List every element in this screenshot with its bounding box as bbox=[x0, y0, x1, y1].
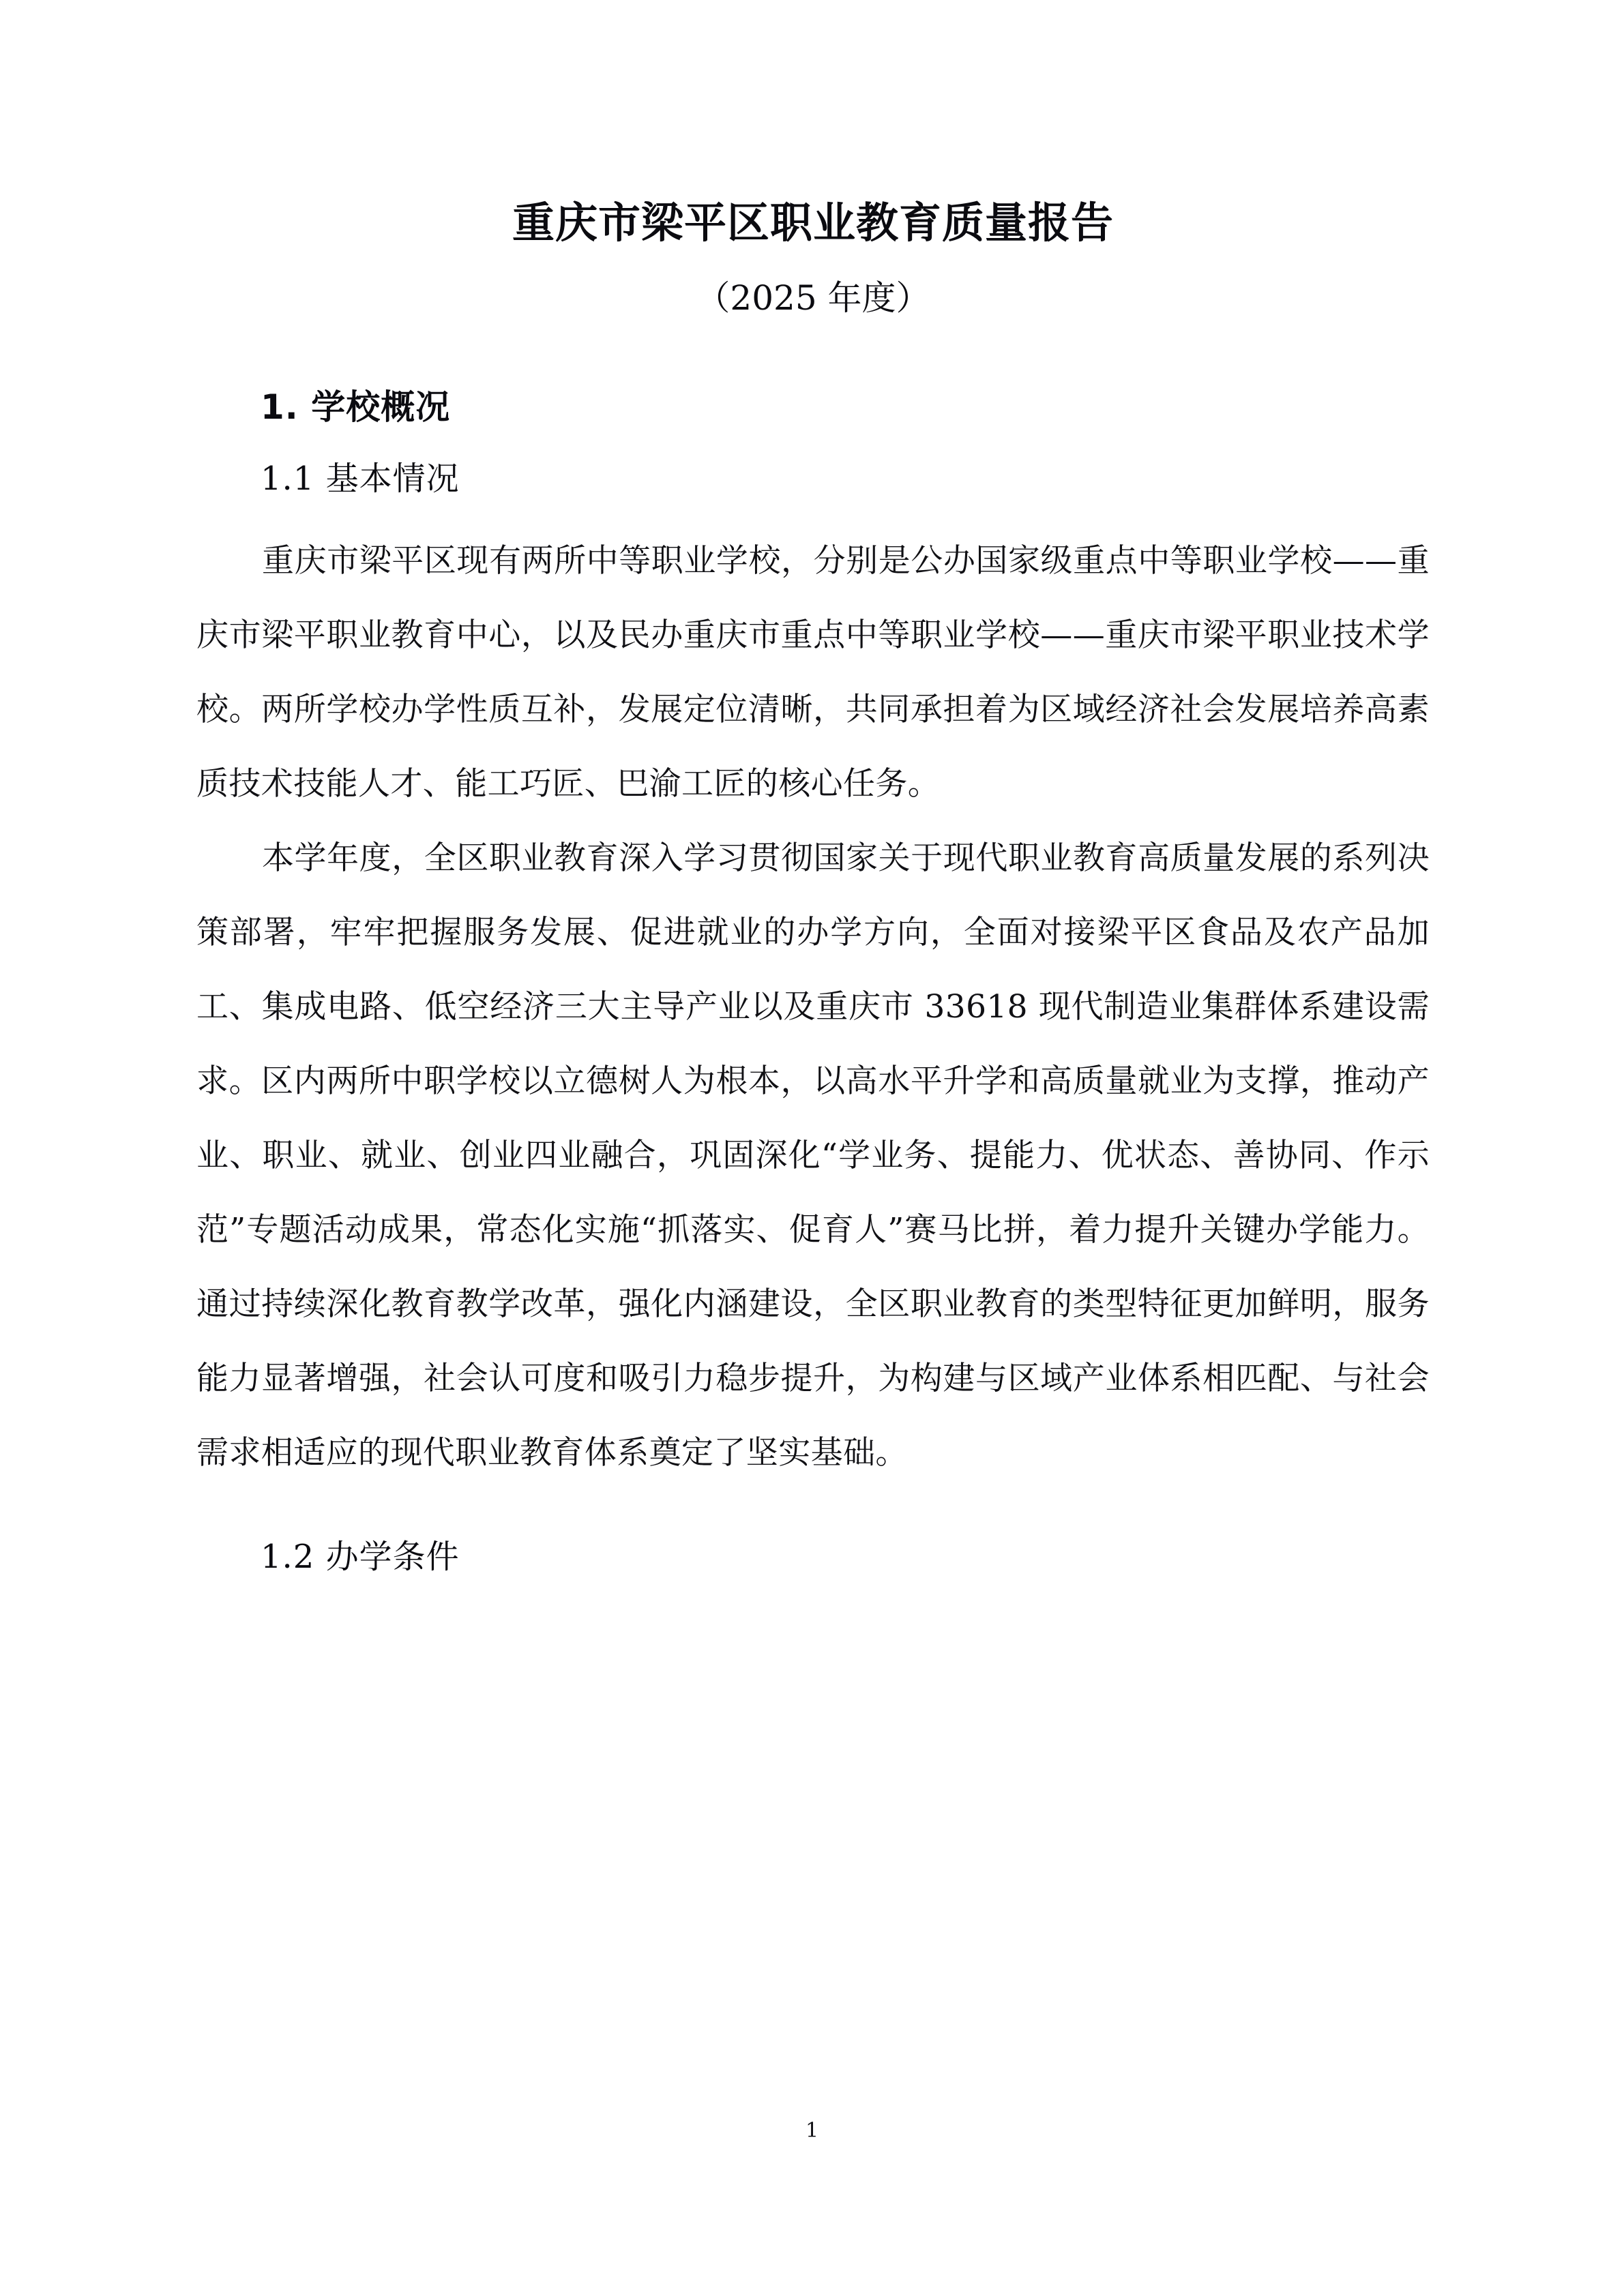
page-title: 重庆市梁平区职业教育质量报告 bbox=[512, 198, 1114, 248]
body-paragraph-1: 重庆市梁平区现有两所中等职业学校，分别是公办国家级重点中等职业学校——重庆市梁平职业教育中心，以及民办重庆市重点中等职业学校——重庆市梁平职业技术学校。两所学校办学性质互补，发展定位清晰，共同承担着为区域经济社会发展培养高素质技术技能人才、能工巧匠、巴渝工匠的核心任务。 bbox=[196, 542, 1430, 803]
document-subtitle: （2025 年度） bbox=[696, 278, 930, 318]
page-content-column bbox=[196, 0, 1430, 2296]
section-heading-1-2: 1.2 办学条件 bbox=[261, 1538, 460, 1576]
body-paragraph-2: 本学年度，全区职业教育深入学习贯彻国家关于现代职业教育高质量发展的系列决策部署，牢牢把握服务发展、促进就业的办学方向，全面对接梁平区食品及农产品加工、集成电路、低空经济三大主导产业以及重庆市 33618 现代制造业集群体系建设需求。区内两所中职学校以立德树人为根本，以高水平升学和高质量就业为支撑，推动产业、职业、就业、创业四业融合，巩固深化“学业务、提能力、优状态、善协同、作示范”专题活动成果，常态化实施“抓落实、促育人”赛马比拼，着力提升关键办学能力。通过持续深化教育教学改革，强化内涵建设，全区职业教育的类型特征更加鲜明，服务能力显著增强，社会认可度和吸引力稳步提升，为构建与区域产业体系相匹配、与社会需求相适应的现代职业教育体系奠定了坚实基础。 bbox=[196, 839, 1430, 1472]
section-heading-1: 1. 学校概况 bbox=[261, 387, 451, 427]
section-heading-1-1: 1.1 基本情况 bbox=[261, 460, 460, 498]
page-number-footer: 1 bbox=[805, 2119, 819, 2143]
